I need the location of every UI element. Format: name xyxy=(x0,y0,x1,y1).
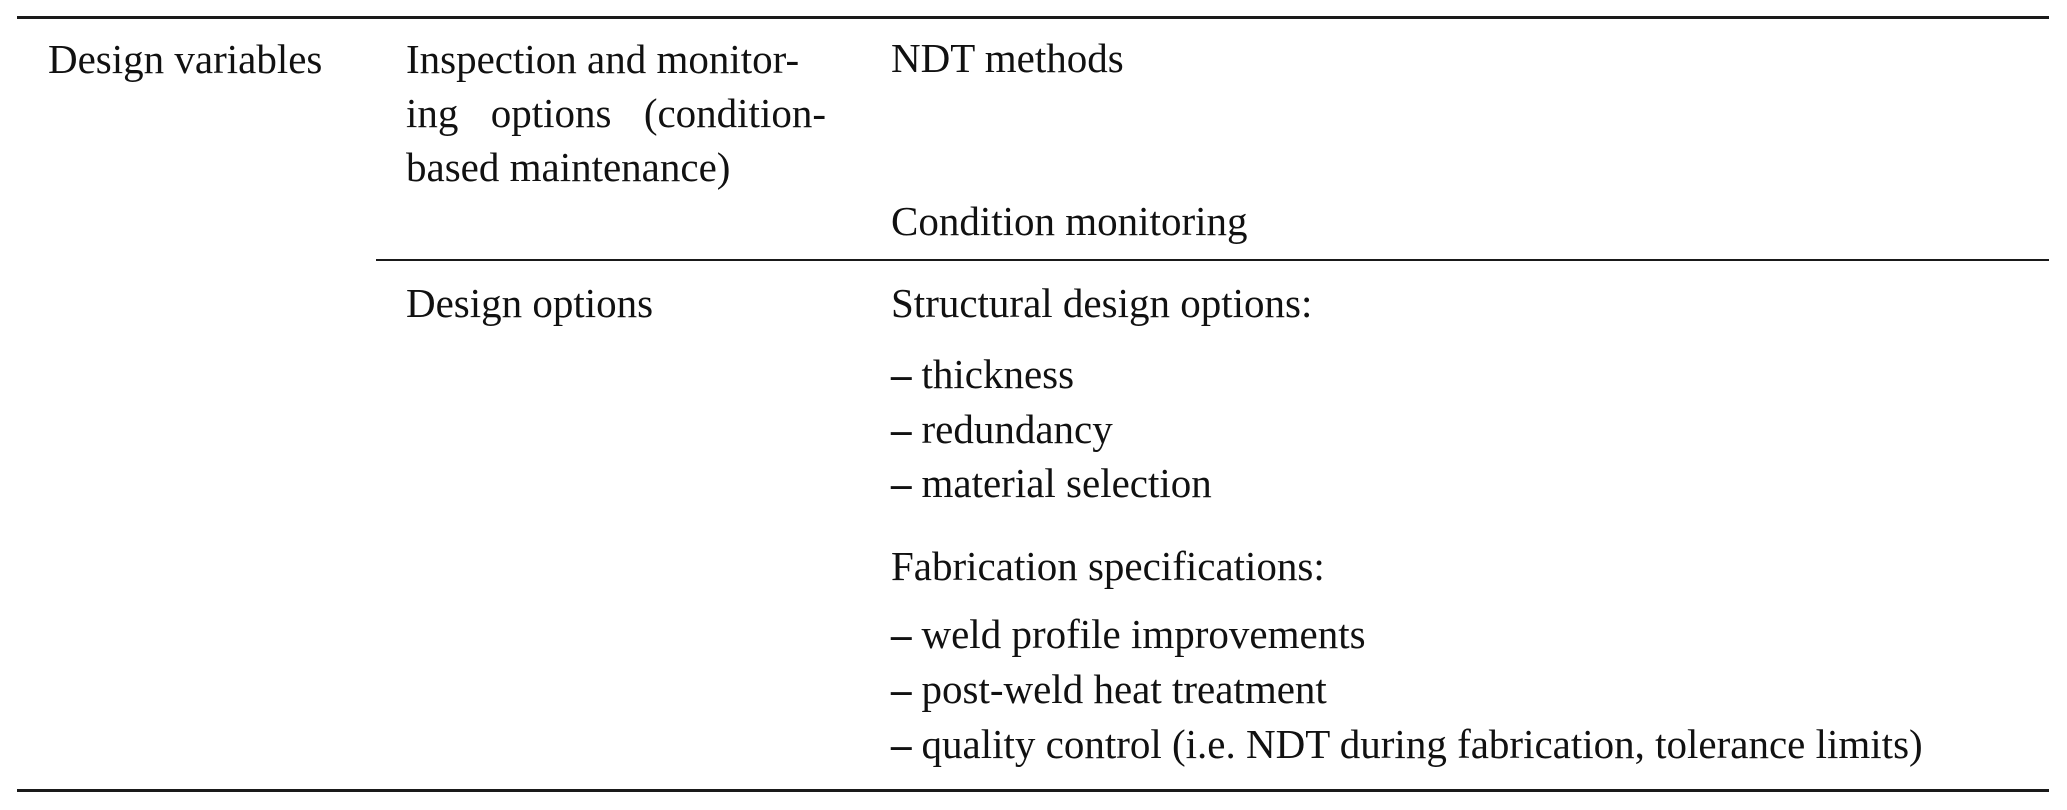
list-item xyxy=(891,717,1923,772)
word: options xyxy=(490,90,612,136)
dash-icon: – xyxy=(891,351,912,397)
group-heading-structural: Structural design options: xyxy=(891,280,1313,326)
top-rule xyxy=(17,16,2049,19)
row-group-label: Design variables xyxy=(48,36,323,82)
category-line: Inspection and monitor- xyxy=(406,36,800,82)
group-heading-fabrication: Fabrication specifications: xyxy=(891,543,1325,589)
category-line: based maintenance) xyxy=(406,144,731,190)
dash-icon: – xyxy=(891,721,912,767)
category-design-options: Design options xyxy=(406,280,654,326)
category-line-justified xyxy=(406,86,826,140)
list-item xyxy=(891,607,1923,662)
list-item-text: redundancy xyxy=(921,405,1113,452)
list-item-text: material selection xyxy=(921,460,1212,506)
bullet-list-structural xyxy=(891,347,1212,511)
list-item-text: weld profile improvements xyxy=(921,611,1366,657)
list-item xyxy=(891,456,1212,511)
section-divider xyxy=(376,259,2049,261)
item-condition-monitoring: Condition monitoring xyxy=(891,198,1248,244)
category-inspection-monitoring xyxy=(406,32,826,194)
word: (condition- xyxy=(643,90,826,136)
bottom-rule xyxy=(17,789,2049,792)
dash-icon: – xyxy=(891,666,912,712)
dash-icon: – xyxy=(891,611,912,657)
item-ndt-methods: NDT methods xyxy=(891,35,1124,81)
list-item-text: thickness xyxy=(921,351,1075,397)
list-item xyxy=(891,402,1212,457)
list-item-text: quality control (i.e. NDT during fabrication, tolerance limits) xyxy=(921,721,1923,767)
word: ing xyxy=(406,90,459,136)
dash-icon: – xyxy=(891,460,912,506)
list-item-text: post-weld heat treatment xyxy=(921,666,1327,712)
list-item xyxy=(891,347,1212,402)
list-item xyxy=(891,662,1923,717)
bullet-list-fabrication xyxy=(891,607,1923,772)
dash-icon: – xyxy=(891,405,912,452)
